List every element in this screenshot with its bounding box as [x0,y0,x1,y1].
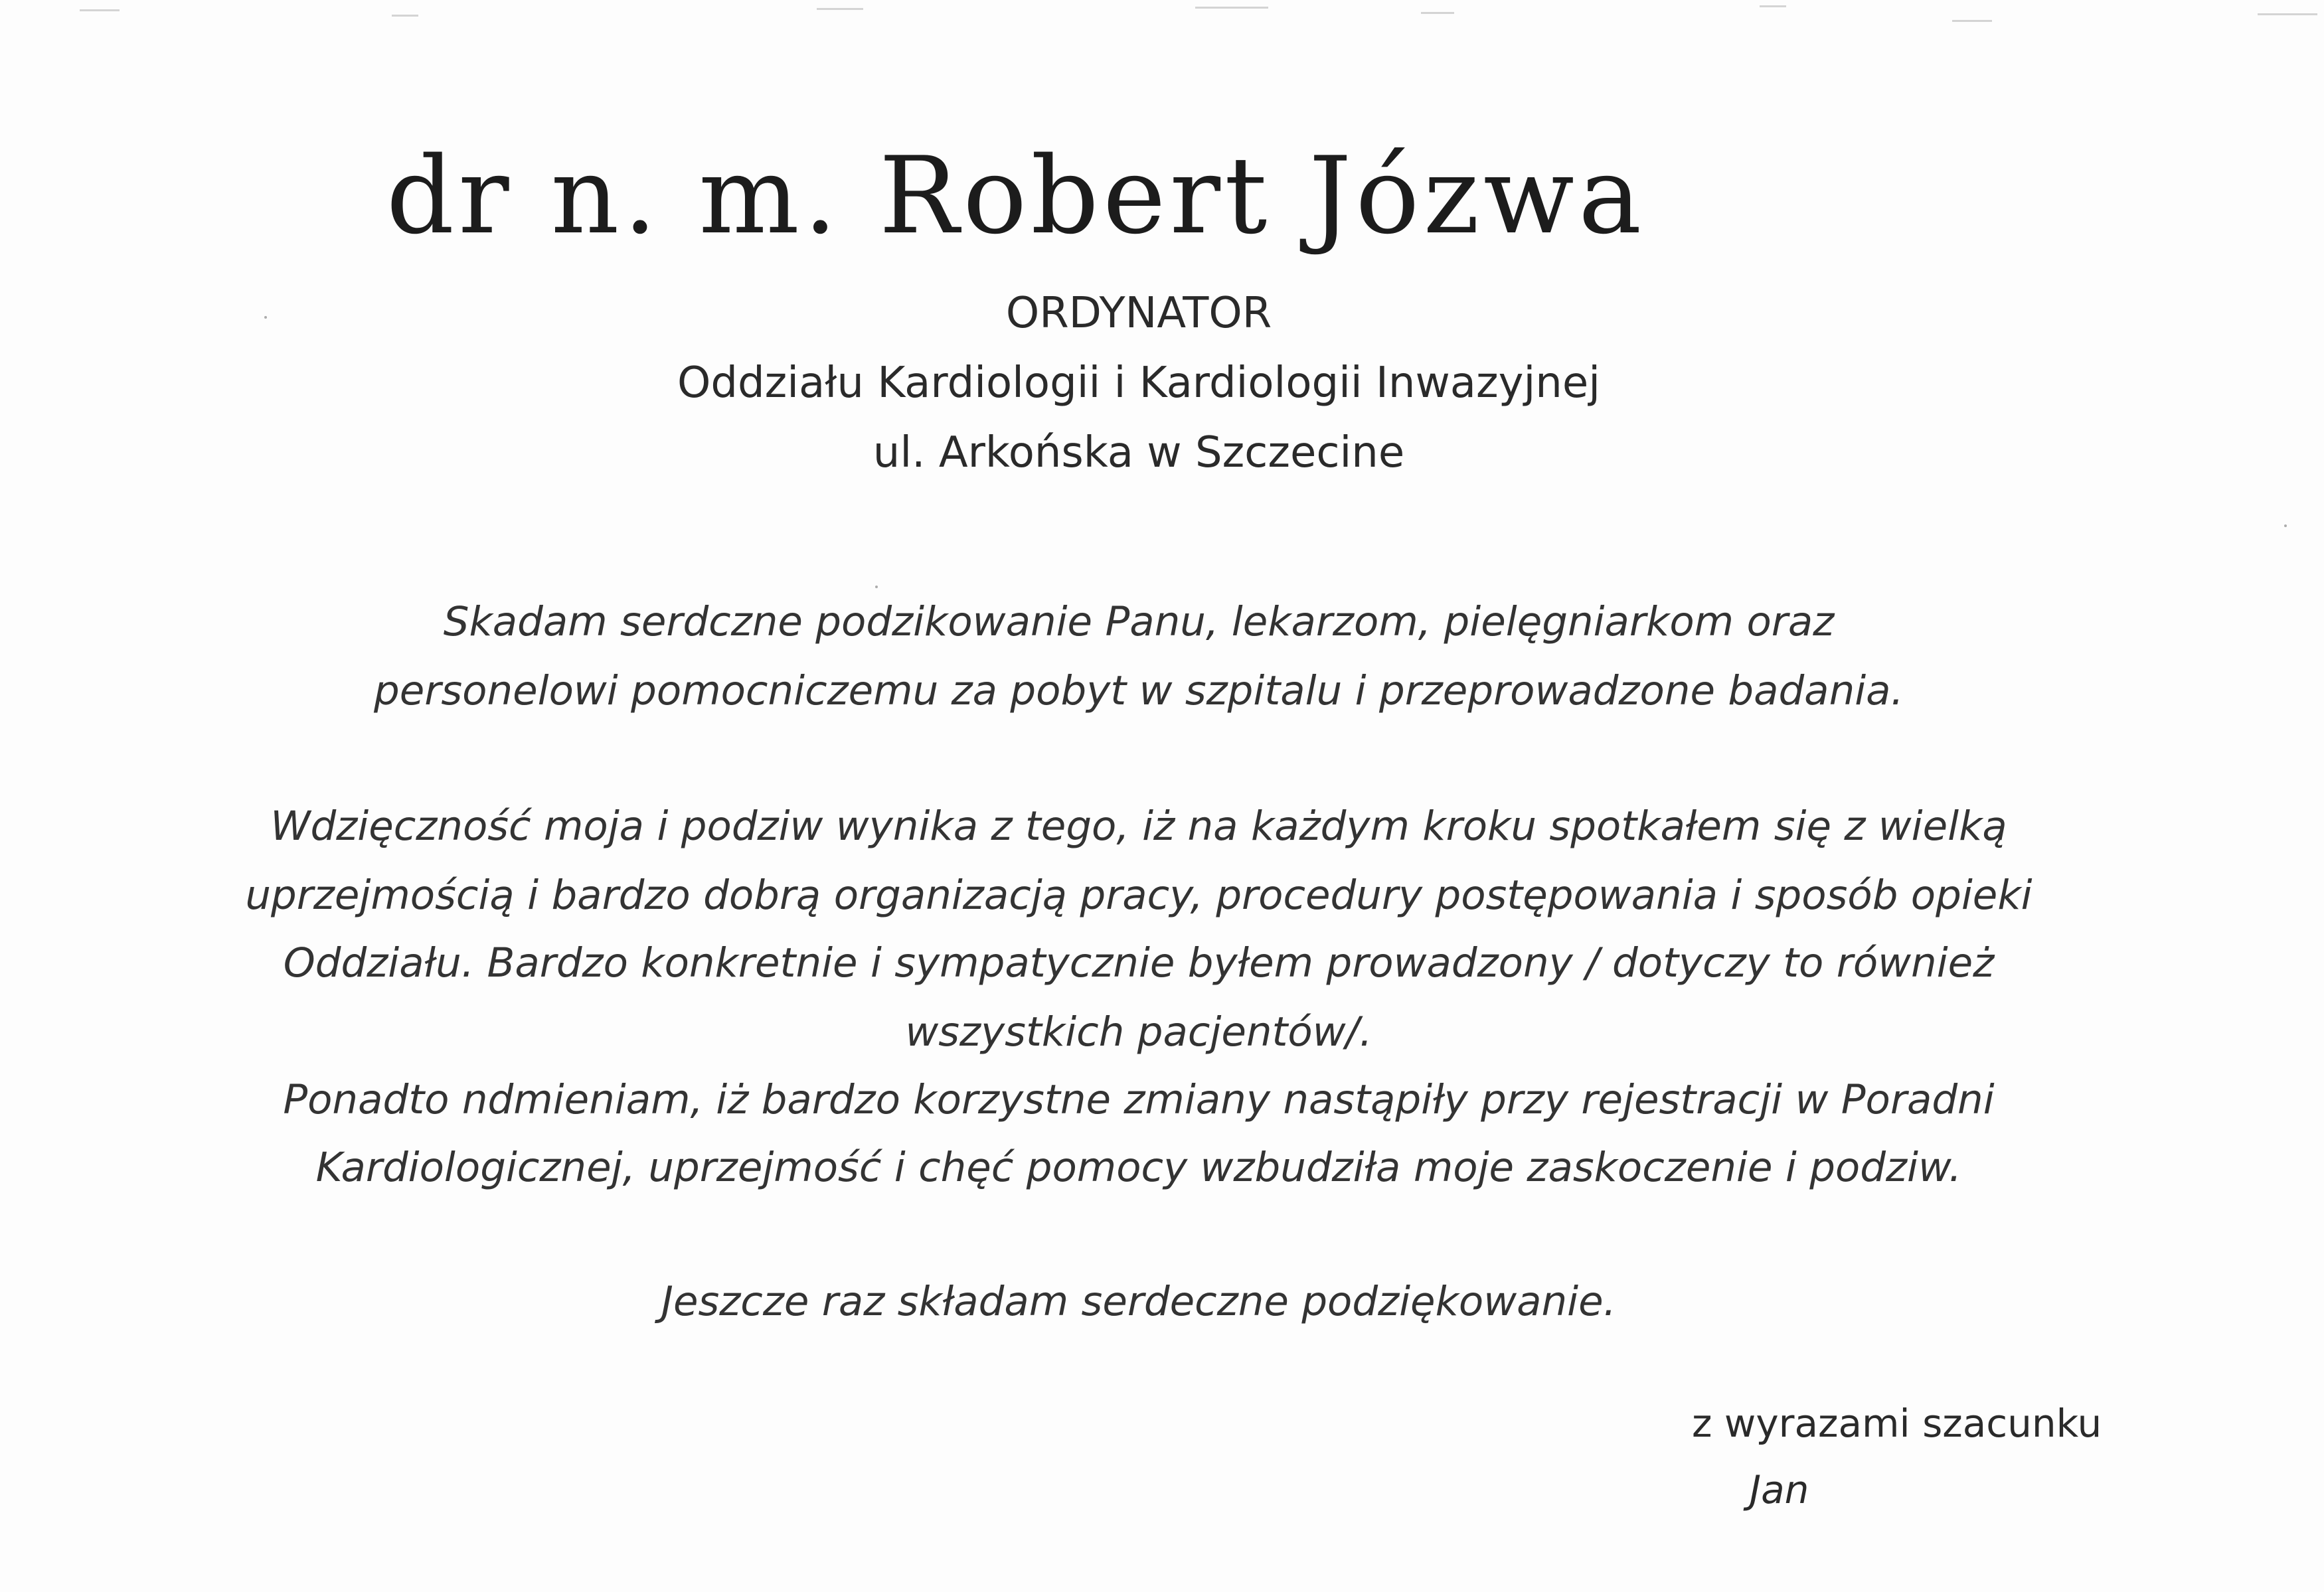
letter-line: Oddziału. Bardzo konkretnie i sympatycznie byłem prowadzony / dotyczy to również [283,939,1995,987]
letter-line: uprzejmością i bardzo dobrą organizacją pracy, procedury postępowania i sposób opieki [245,872,2033,919]
scan-edge-artifacts [0,0,2324,27]
job-title: ORDYNATOR [1005,289,1272,338]
letter-closing-line: Jeszcze raz składam serdeczne podziękowanie. [661,1278,1617,1325]
scan-speck [2284,524,2287,527]
letter-line: Ponadto ndmieniam, iż bardzo korzystne zmiany nastąpiły przy rejestracji w Poradni [283,1076,1995,1123]
doctor-name: dr n. m. Robert Józwa [386,133,1646,258]
letter-line: Kardiologicznej, uprzejmość i chęć pomocy wzbudziła moje zaskoczenie i podziw. [315,1144,1962,1191]
letter-valediction: z wyrazami szacunku [1692,1401,2102,1446]
hospital-address: ul. Arkońska w Szczecine [872,428,1405,477]
scan-speck [875,586,878,588]
department-name: Oddziału Kardiologii i Kardiologii Inwazyjnej [677,358,1600,408]
letter-line: Wdzięczność moja i podziw wynika z tego, iż na każdym kroku spotkałem się z wielką [270,803,2007,850]
letter-signature: Jan [1750,1467,1809,1512]
letter-line: personelowi pomocniczemu za pobyt w szpitalu i przeprowadzone badania. [374,667,1904,714]
letter-line: wszystkich pacjentów/. [905,1008,1372,1056]
letter-line: Skadam serdczne podzikowanie Panu, lekarzom, pielęgniarkom oraz [443,598,1835,645]
